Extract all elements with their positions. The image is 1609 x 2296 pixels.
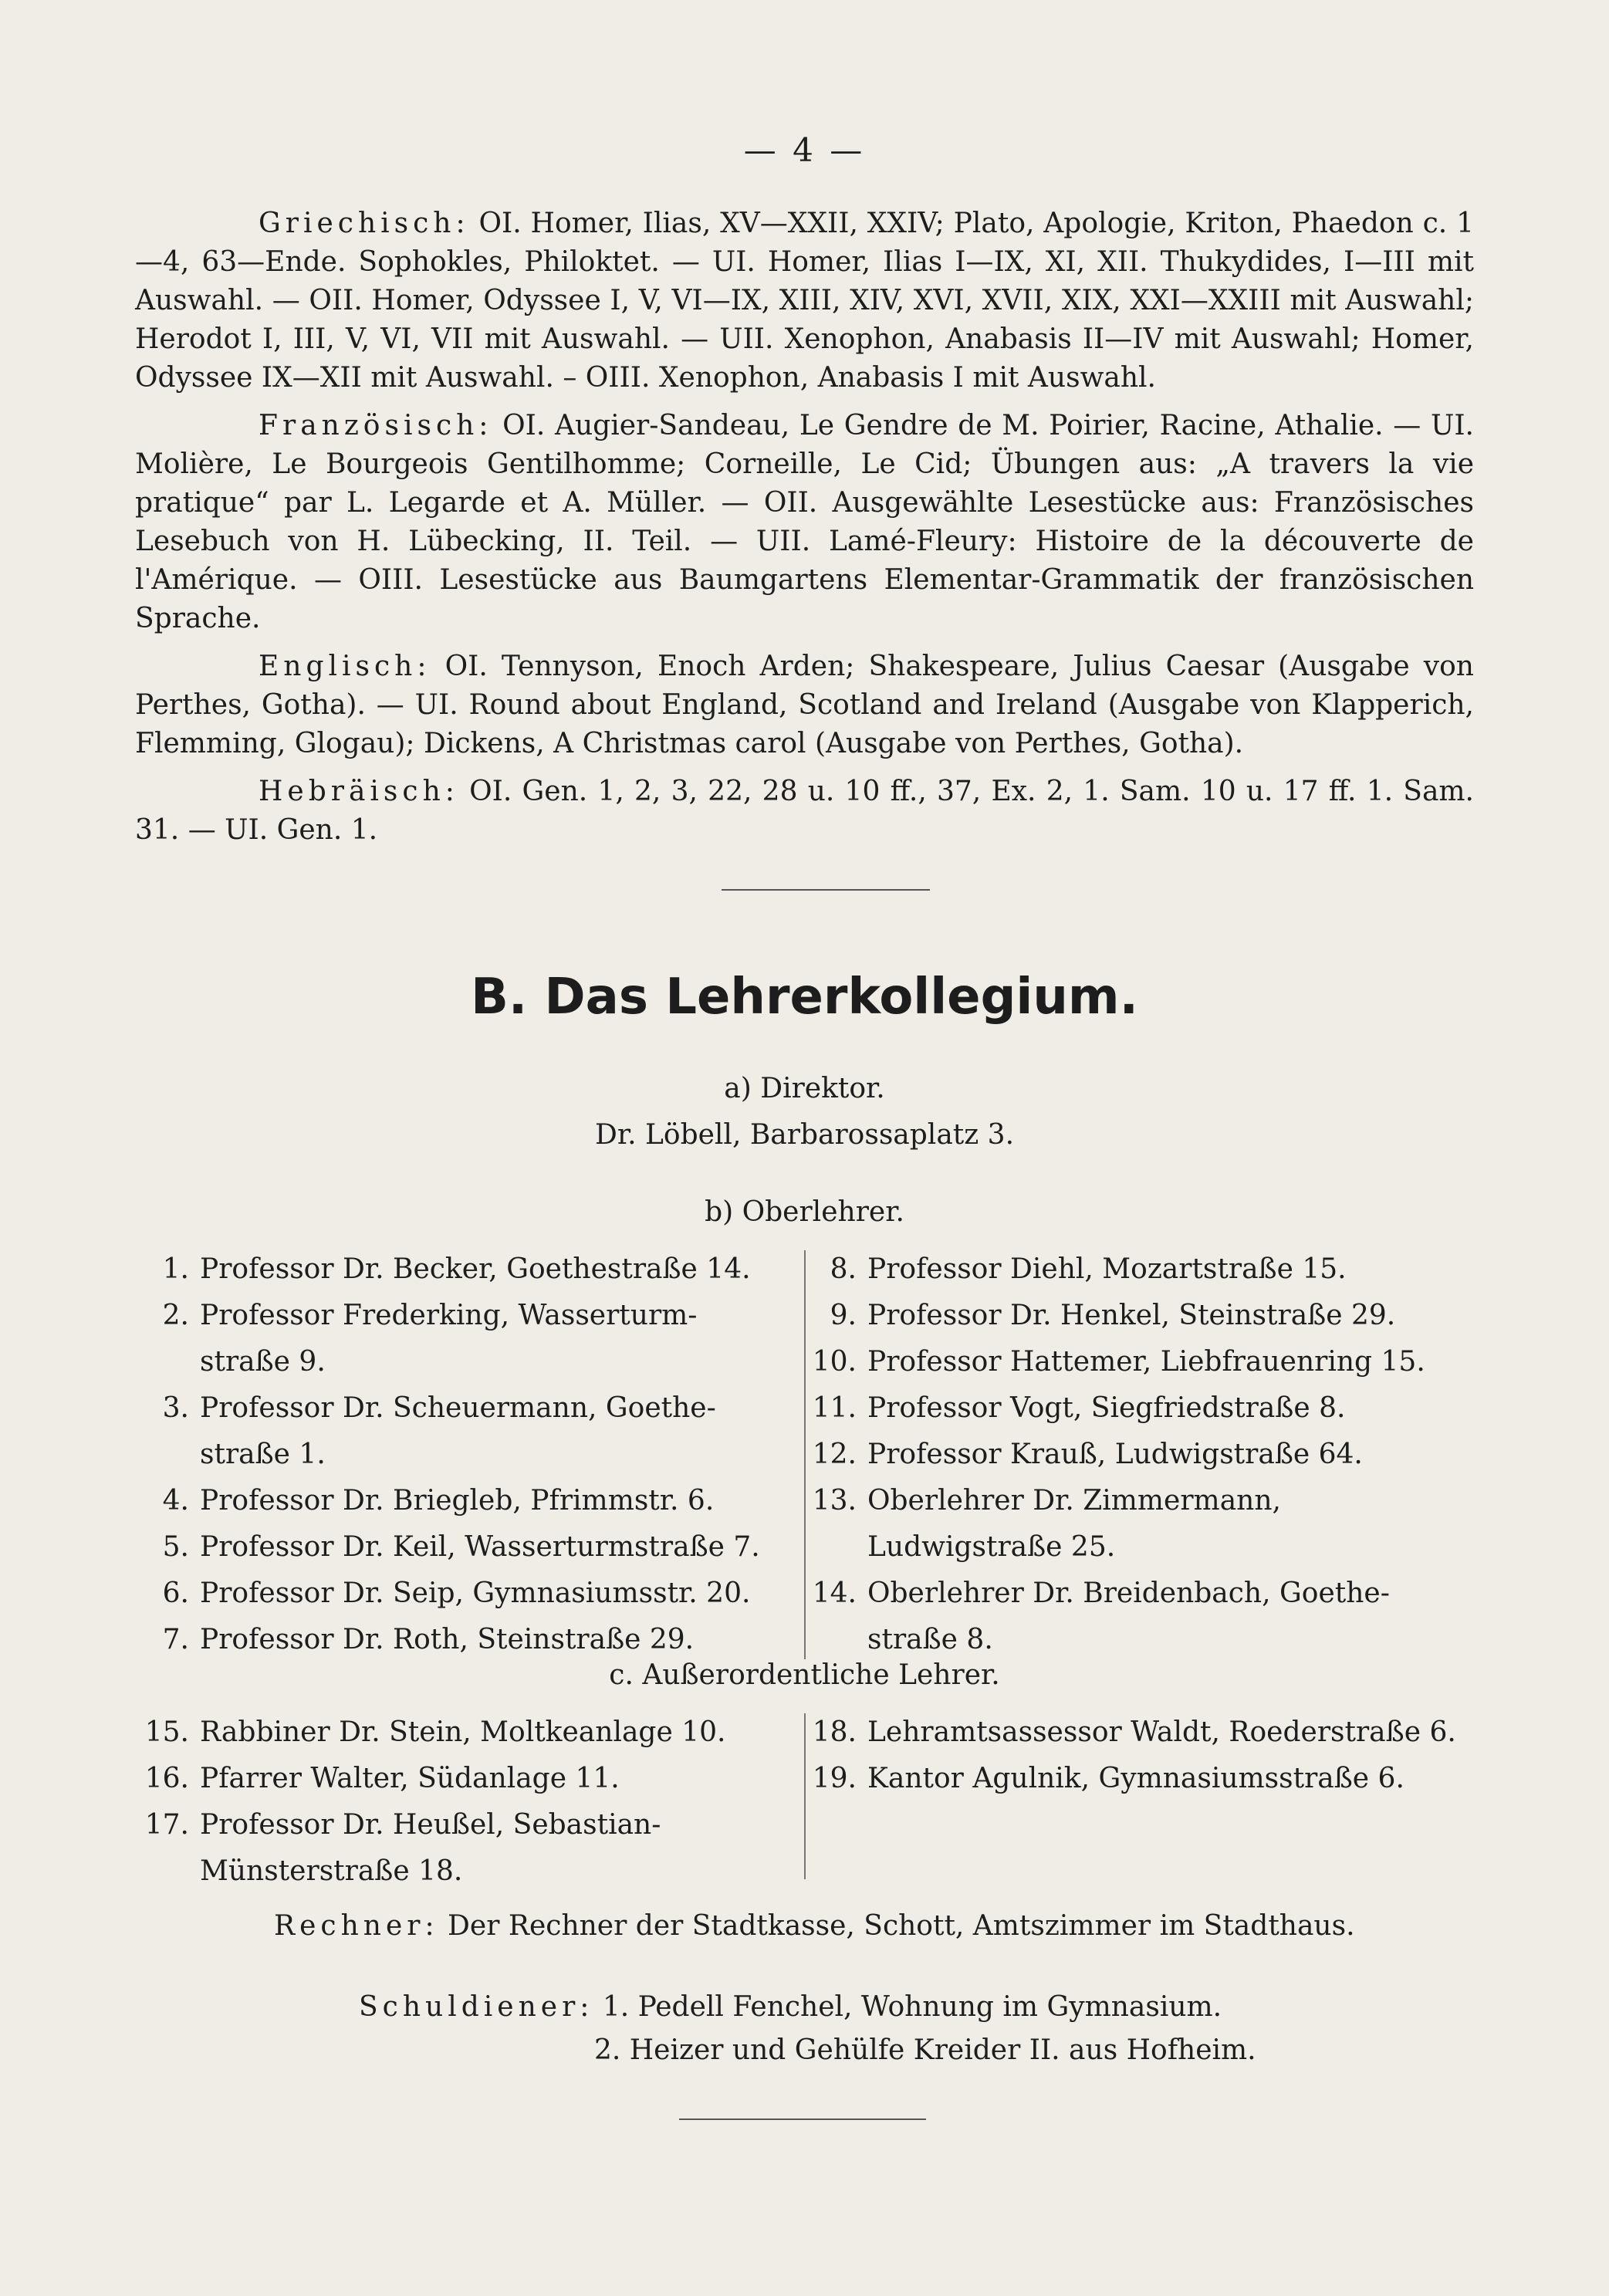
teacher-entry-number: 5.: [162, 1531, 189, 1563]
extra-teacher-entry: [135, 1756, 783, 1802]
extra-teacher-entry: [803, 1709, 1482, 1756]
teacher-entry-number: 10.: [812, 1346, 857, 1378]
teacher-entry: [803, 1293, 1482, 1339]
extra-teacher-entry: [135, 1802, 783, 1848]
extra-teacher-entry-text: Kantor Agulnik, Gymnasiumsstraße 6.: [867, 1763, 1404, 1794]
teacher-entry-text: Professor Dr. Seip, Gymnasiumsstr. 20.: [200, 1577, 751, 1609]
teacher-entry-number: 7.: [162, 1624, 189, 1655]
english-text: OI. Tennyson, Enoch Arden; Shakespeare, Julius Caesar (Ausgabe von Perthes, Gotha). — UI. Round about England, Scotland and Ireland (Ausgabe von Klapperich, Flemming, Glogau); Dickens, A Christmas carol (Ausgabe von Perthes, Gotha).: [135, 651, 1474, 759]
teacher-entry-text: Professor Dr. Roth, Steinstraße 29.: [200, 1624, 695, 1655]
teacher-entry-text: Professor Vogt, Siegfriedstraße 8.: [867, 1392, 1346, 1424]
schuldiener-entry-2: 2. Heizer und Gehülfe Kreider II. aus Hofheim.: [594, 2034, 1256, 2066]
teacher-entry-text: Professor Dr. Keil, Wasserturmstraße 7.: [200, 1531, 760, 1563]
teacher-entry: [135, 1293, 783, 1339]
schuldiener-line-1: [359, 1991, 1222, 2023]
extra-teacher-entry-number: 16.: [144, 1763, 189, 1794]
teacher-entry-text: Professor Frederking, Wasserturm-: [200, 1300, 698, 1331]
oberlehrer-left-column: [135, 1246, 783, 1663]
teacher-entry-text: Professor Dr. Becker, Goethestraße 14.: [200, 1253, 751, 1285]
teacher-entry-number: 13.: [812, 1485, 857, 1517]
french-paragraph: [135, 407, 1474, 638]
teacher-entry-number: 12.: [812, 1439, 857, 1470]
rechner-line: [274, 1910, 1355, 1942]
teacher-entry: [803, 1478, 1482, 1524]
teacher-entry-text: Professor Dr. Scheuermann, Goethe-: [200, 1392, 716, 1424]
teacher-entry-number: 14.: [812, 1577, 857, 1609]
extra-teacher-entry-text: Münsterstraße 18.: [200, 1855, 463, 1887]
schuldiener-line-2: [594, 2034, 1256, 2066]
oberlehrer-heading: b) Oberlehrer.: [705, 1196, 904, 1228]
divider-rule-bottom: [679, 2118, 926, 2120]
teacher-entry-number: 8.: [830, 1253, 857, 1285]
extra-teacher-entry: [135, 1709, 783, 1756]
ausserordentliche-right-column: [803, 1709, 1482, 1802]
french-label: Französisch:: [259, 410, 493, 441]
rechner-text: Der Rechner der Stadtkasse, Schott, Amtszimmer im Stadthaus.: [448, 1910, 1355, 1942]
extra-teacher-entry-number: 18.: [812, 1716, 857, 1748]
teacher-entry-number: [135, 1432, 200, 1478]
teacher-entry: [803, 1339, 1482, 1385]
extra-teacher-entry-number: 17.: [144, 1809, 189, 1841]
greek-paragraph: [135, 205, 1474, 397]
extra-teacher-entry-number: 15.: [144, 1716, 189, 1748]
hebrew-paragraph: [135, 773, 1474, 850]
teacher-entry-number: 4.: [162, 1485, 189, 1517]
extra-teacher-entry-text: Lehramtsassessor Waldt, Roederstraße 6.: [867, 1716, 1456, 1748]
greek-label: Griechisch:: [259, 208, 470, 239]
director-heading: a) Direktor.: [724, 1073, 885, 1104]
hebrew-label: Hebräisch:: [259, 776, 459, 807]
ausserordentliche-left-column: [135, 1709, 783, 1895]
extra-teacher-entry-text: Rabbiner Dr. Stein, Moltkeanlage 10.: [200, 1716, 726, 1748]
english-label: Englisch:: [259, 651, 431, 682]
teacher-entry-number: [135, 1339, 200, 1385]
teacher-entry-text: straße 9.: [200, 1346, 326, 1378]
curriculum-section: [135, 205, 1474, 859]
teacher-entry: [135, 1478, 783, 1524]
extra-teacher-entry: [803, 1756, 1482, 1802]
section-title: B. Das Lehrerkollegium.: [471, 969, 1138, 1026]
teacher-entry-number: 6.: [162, 1577, 189, 1609]
teacher-entry: [135, 1385, 783, 1432]
teacher-entry-number: 2.: [162, 1300, 189, 1331]
teacher-entry-text: Professor Dr. Henkel, Steinstraße 29.: [867, 1300, 1396, 1331]
schuldiener-label: Schuldiener:: [359, 1991, 594, 2023]
teacher-entry-text: straße 1.: [200, 1439, 326, 1470]
teacher-entry: [803, 1385, 1482, 1432]
teacher-entry: [803, 1617, 1482, 1663]
divider-rule-top: [722, 889, 930, 891]
teacher-entry-number: 11.: [812, 1392, 857, 1424]
teacher-entry: [135, 1339, 783, 1385]
teacher-entry: [803, 1246, 1482, 1293]
teacher-entry-text: Oberlehrer Dr. Zimmermann,: [867, 1485, 1281, 1517]
teacher-entry: [803, 1571, 1482, 1617]
extra-teacher-entry: [135, 1848, 783, 1895]
english-paragraph: [135, 648, 1474, 763]
teacher-entry-number: 3.: [162, 1392, 189, 1424]
teacher-entry-text: Professor Dr. Briegleb, Pfrimmstr. 6.: [200, 1485, 715, 1517]
greek-text: OI. Homer, Ilias, XV—XXII, XXIV; Plato, Apologie, Kriton, Phaedon c. 1—4, 63—Ende. Sophokles, Philoktet. — UI. Homer, Ilias I—IX, XI, XII. Thukydides, I—III mit Auswahl. — OII. Homer, Odyssee I, V, VI—IX, XIII, XIV, XVI, XVII, XIX, XXI—XXIII mit Auswahl; Herodot I, III, V, VI, VII mit Auswahl. — UII. Xenophon, Anabasis II—IV mit Auswahl; Homer, Odyssee IX—XII mit Auswahl. – OIII. Xenophon, Anabasis I mit Auswahl.: [135, 208, 1475, 394]
teacher-entry: [135, 1432, 783, 1478]
schuldiener-entry-1: 1. Pedell Fenchel, Wohnung im Gymnasium.: [602, 1991, 1222, 2023]
teacher-entry-number: [803, 1617, 867, 1663]
extra-teacher-entry-text: Professor Dr. Heußel, Sebastian-: [200, 1809, 661, 1841]
teacher-entry: [803, 1432, 1482, 1478]
teacher-entry-number: [803, 1524, 867, 1571]
teacher-entry-text: Ludwigstraße 25.: [867, 1531, 1116, 1563]
teacher-entry-text: Oberlehrer Dr. Breidenbach, Goethe-: [867, 1577, 1390, 1609]
hebrew-text: OI. Gen. 1, 2, 3, 22, 28 u. 10 ff., 37, Ex. 2, 1. Sam. 10 u. 17 ff. 1. Sam. 31. — UI. Gen. 1.: [135, 776, 1474, 846]
teacher-entry: [135, 1524, 783, 1571]
teacher-entry-text: Professor Diehl, Mozartstraße 15.: [867, 1253, 1347, 1285]
teacher-entry: [135, 1571, 783, 1617]
teacher-entry-number: 9.: [830, 1300, 857, 1331]
oberlehrer-right-column: [803, 1246, 1482, 1663]
director-entry: Dr. Löbell, Barbarossaplatz 3.: [594, 1119, 1015, 1151]
teacher-entry-number: 1.: [162, 1253, 189, 1285]
extra-teacher-entry-number: 19.: [812, 1763, 857, 1794]
french-text: OI. Augier-Sandeau, Le Gendre de M. Poirier, Racine, Athalie. — UI. Molière, Le Bourgeois Gentilhomme; Corneille, Le Cid; Übungen aus: „A travers la vie pratique“ par L. Legarde et A. Müller. — OII. Ausgewählte Lesestücke aus: Französisches Lesebuch von H. Lübecking, II. Teil. — UII. Lamé-Fleury: Histoire de la découverte de l'Amérique. — OIII. Lesestücke aus Baumgartens Elementar-Grammatik der französischen Sprache.: [135, 410, 1474, 634]
teacher-entry: [135, 1246, 783, 1293]
teacher-entry: [135, 1617, 783, 1663]
rechner-label: Rechner:: [274, 1910, 439, 1942]
teacher-entry-text: straße 8.: [867, 1624, 993, 1655]
teacher-entry-text: Professor Hattemer, Liebfrauenring 15.: [867, 1346, 1425, 1378]
extra-teacher-entry-text: Pfarrer Walter, Südanlage 11.: [200, 1763, 620, 1794]
teacher-entry: [803, 1524, 1482, 1571]
page-number: — 4 —: [743, 131, 866, 169]
teacher-entry-text: Professor Krauß, Ludwigstraße 64.: [867, 1439, 1363, 1470]
ausserordentliche-heading: c. Außerordentliche Lehrer.: [609, 1659, 1000, 1691]
extra-teacher-entry-number: [135, 1848, 200, 1895]
